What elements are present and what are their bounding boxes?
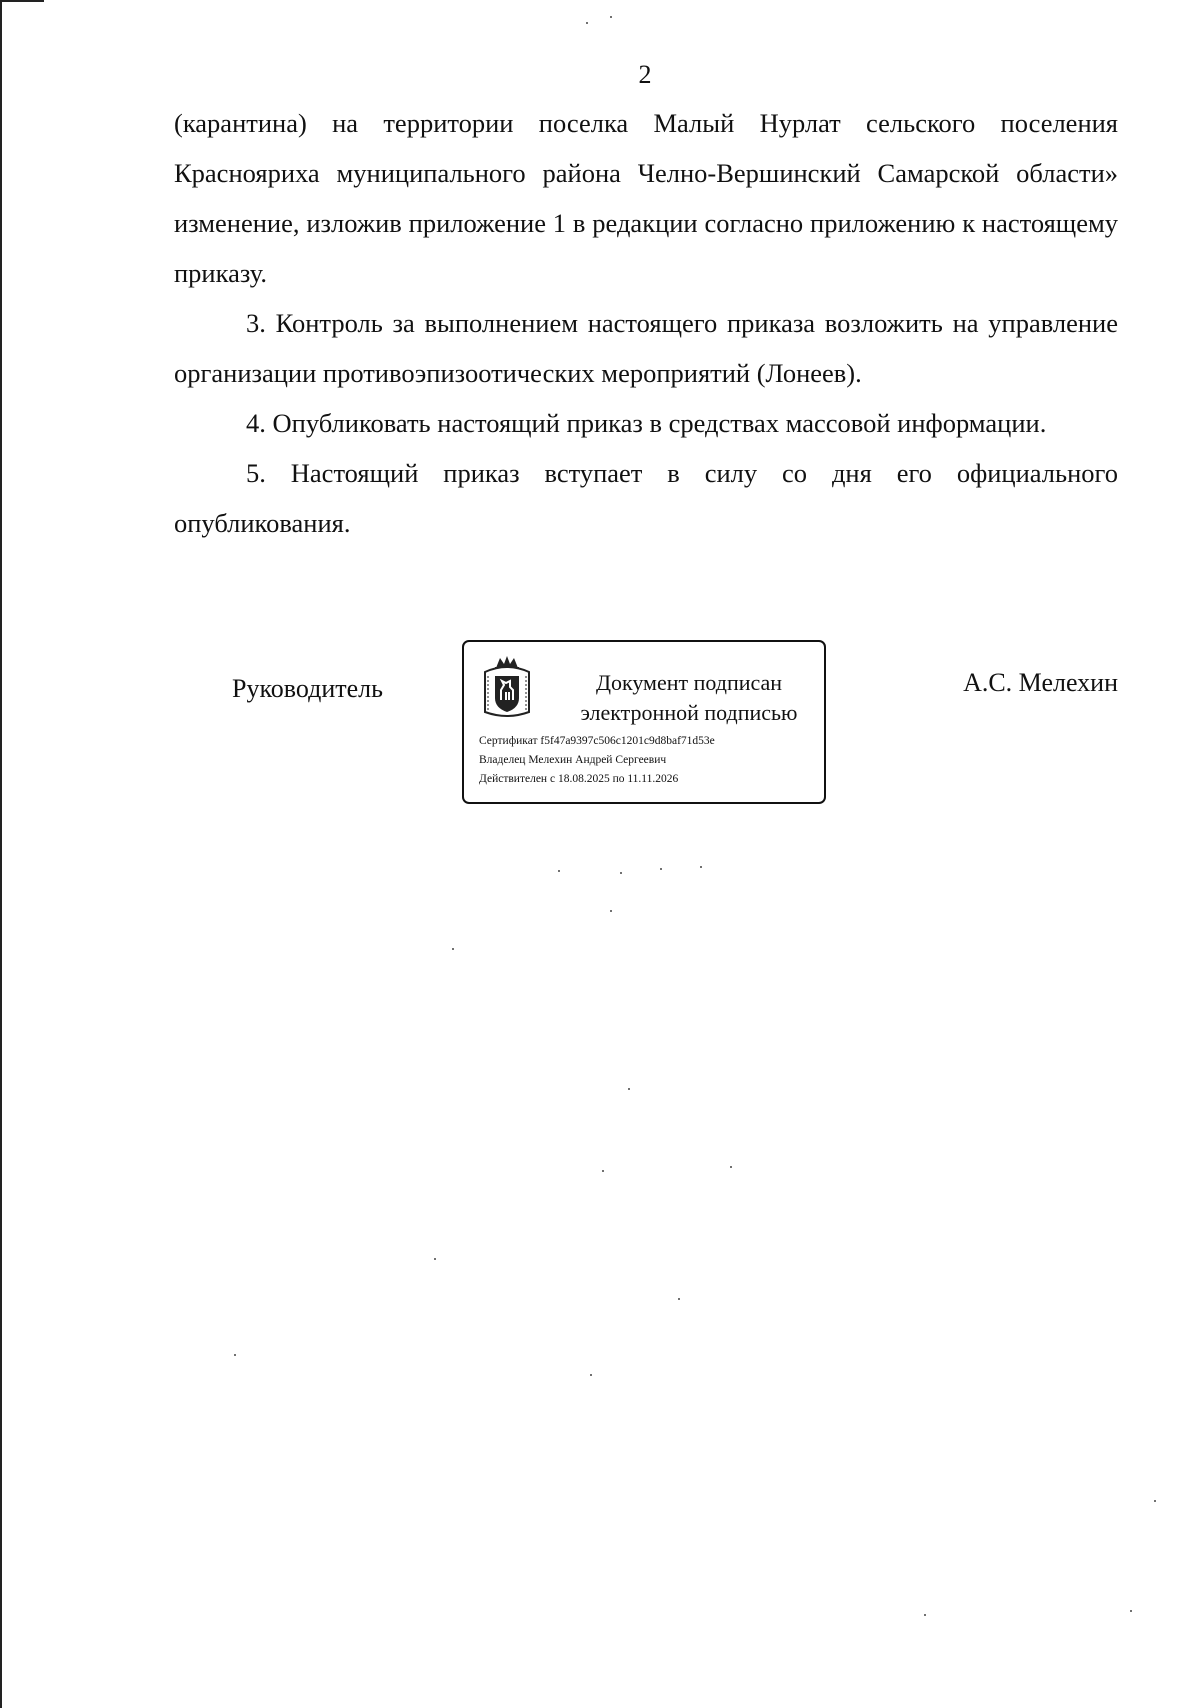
scan-speck: [628, 1088, 630, 1090]
document-body: [174, 98, 1118, 548]
scan-corner-mark: [0, 0, 44, 2]
scan-edge: [0, 0, 2, 1708]
scan-speck: [1154, 1500, 1156, 1502]
scan-speck: [452, 948, 454, 950]
signatory-role: Руководитель: [232, 674, 383, 703]
scan-speck: [678, 1298, 680, 1300]
stamp-title-line: электронной подписью: [580, 700, 798, 725]
stamp-certificate: Сертификат f5f47a9397c506c1201c9d8baf71d53e: [479, 735, 715, 747]
page-number: 2: [638, 60, 652, 89]
paragraph-item-4: 4. Опубликовать настоящий приказ в средствах массовой информации.: [246, 408, 1047, 438]
paragraph-item-3: 3. Контроль за выполнением настоящего приказа возложить на управление организации противоэпизоотических мероприятий (Лонеев).: [174, 308, 1118, 388]
stamp-title-line: Документ подписан: [595, 670, 783, 695]
stamp-owner: Владелец Мелехин Андрей Сергеевич: [479, 754, 667, 766]
scan-speck: [660, 868, 662, 870]
scan-speck: [730, 1166, 732, 1168]
scan-speck: [434, 1258, 436, 1260]
coat-of-arms-icon: [482, 654, 532, 720]
electronic-signature-stamp: [462, 640, 826, 804]
scan-speck: [700, 866, 702, 868]
scan-speck: [586, 22, 588, 24]
stamp-validity: Действителен с 18.08.2025 по 11.11.2026: [479, 773, 679, 785]
scan-speck: [610, 910, 612, 912]
stamp-title: [564, 668, 814, 728]
scan-speck: [620, 872, 622, 874]
paragraph-item-5: 5. Настоящий приказ вступает в силу со дня его официального опубликования.: [174, 458, 1118, 538]
stamp-details: [479, 732, 715, 789]
scan-speck: [610, 16, 612, 18]
scan-speck: [924, 1614, 926, 1616]
scan-speck: [590, 1374, 592, 1376]
signatory-name: А.С. Мелехин: [963, 668, 1118, 697]
paragraph-continuation: (карантина) на территории поселка Малый Нурлат сельского поселения Краснояриха муниципального района Челно-Вершинский Самарской области» изменение, изложив приложение 1 в редакции согласно приложению к настоящему приказу.: [174, 108, 1118, 288]
scan-speck: [1130, 1610, 1132, 1612]
scan-speck: [558, 870, 560, 872]
scan-speck: [602, 1170, 604, 1172]
scan-speck: [234, 1354, 236, 1356]
